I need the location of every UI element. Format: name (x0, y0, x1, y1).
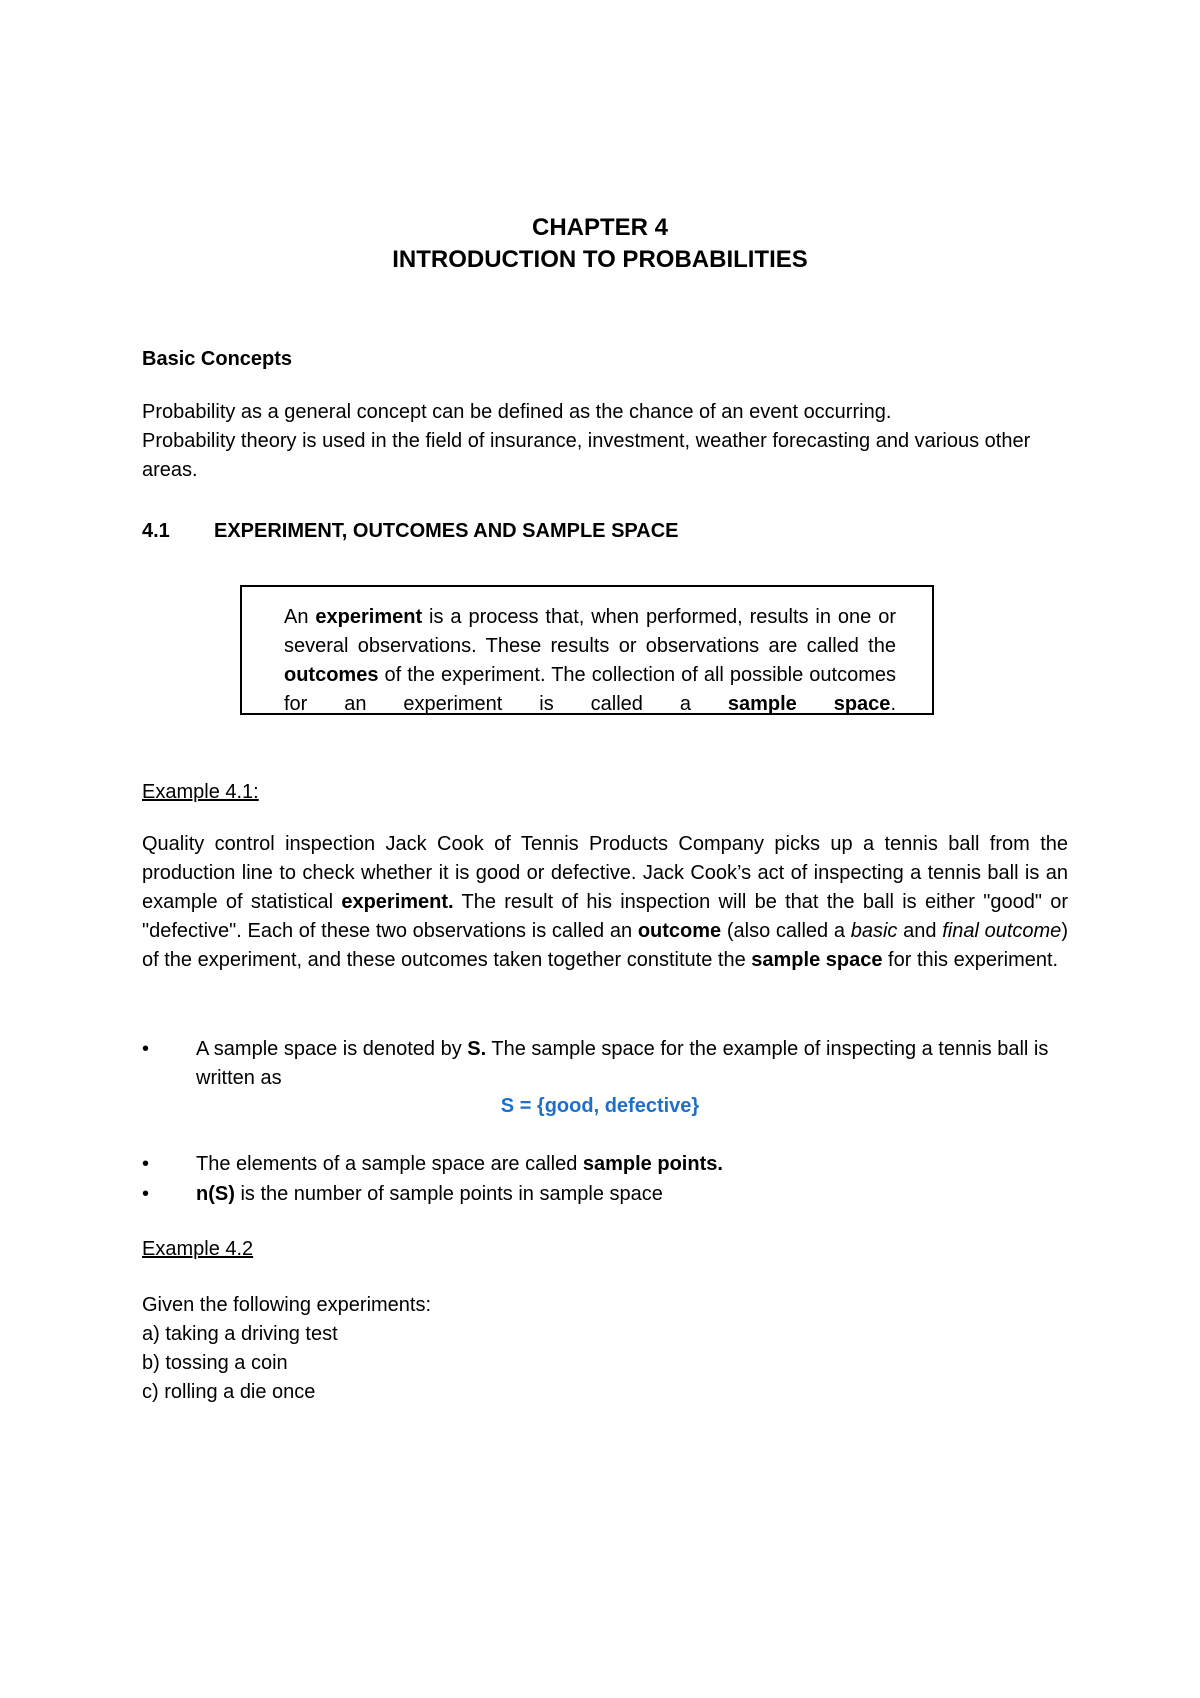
sample-space-set: S = {good, defective} (500, 1095, 700, 1117)
ex1-italic-basic: basic (850, 920, 898, 942)
list-item: c) rolling a die once (142, 1381, 316, 1403)
section-number: 4.1 (142, 520, 170, 542)
intro-line-1: Probability as a general concept can be defined as the chance of an event occurring. (142, 401, 892, 423)
bullet-bold: sample points. (582, 1153, 723, 1175)
def-text: . (890, 693, 896, 715)
ex1-text: ) of the experiment, and these outcomes taken together constitute the (142, 920, 1068, 971)
bullet-item-sample-space (142, 1035, 1068, 1093)
def-text: of the experiment. The collection of all possible outcomes for an experiment is called a (284, 664, 896, 715)
bullet-bold: S. (467, 1038, 487, 1060)
bullet-text (196, 1150, 1068, 1179)
def-text: An (284, 606, 316, 628)
example-4-2-body (142, 1291, 1068, 1407)
ex1-text: Quality control inspection Jack Cook of Tennis Products Company picks up a tennis ball from the production line to check whether it is good or defective. Jack Cook’s act of inspecting a tennis ball is an example of statistical (142, 833, 1068, 913)
ex1-italic-final-outcome: final outcome (942, 920, 1062, 942)
basic-concepts-heading: Basic Concepts (142, 348, 293, 370)
def-term-outcomes: outcomes (284, 664, 379, 686)
bullet-icon: • (142, 1183, 150, 1205)
def-term-sample-space: sample space (727, 693, 891, 715)
example-4-2-label: Example 4.2 (142, 1238, 254, 1260)
list-item: b) tossing a coin (142, 1352, 288, 1374)
bullet-item-sample-points (142, 1150, 1068, 1179)
bullet-text (196, 1180, 1068, 1209)
intro-line-2: Probability theory is used in the field of insurance, investment, weather forecasting and various other areas. (142, 430, 1031, 481)
list-item: a) taking a driving test (142, 1323, 338, 1345)
ex1-text: and (897, 920, 943, 942)
section-4-1-heading (142, 517, 1068, 546)
bullet-item-n-of-s (142, 1180, 1068, 1209)
example-4-1-body (142, 830, 1068, 975)
basic-concepts-text (142, 398, 1068, 485)
bullet-span: is the number of sample points in sample space (234, 1183, 663, 1205)
def-term-experiment: experiment (315, 606, 423, 628)
ex1-term-outcome: outcome (637, 920, 722, 942)
bullet-span: The elements of a sample space are called (196, 1153, 583, 1175)
definition-box (240, 585, 934, 715)
ex1-text: (also called a (721, 920, 851, 942)
bullet-text (196, 1035, 1068, 1093)
example-4-1-label: Example 4.1: (142, 781, 259, 803)
chapter-title: INTRODUCTION TO PROBABILITIES (392, 246, 808, 273)
chapter-title-block (0, 212, 1200, 276)
bullet-span: The sample space for the example of inspecting a tennis ball is written as (196, 1038, 1049, 1089)
ex1-term-experiment: experiment. (341, 891, 454, 913)
def-text: is a process that, when performed, results in one or several observations. These results or observations are called the (284, 606, 896, 657)
bullet-span: A sample space is denoted by (196, 1038, 468, 1060)
chapter-number: CHAPTER 4 (531, 214, 669, 241)
section-title: EXPERIMENT, OUTCOMES AND SAMPLE SPACE (214, 520, 679, 542)
bullet-icon: • (142, 1153, 150, 1175)
ex1-text: for this experiment. (882, 949, 1059, 971)
ex1-term-sample-space: sample space (751, 949, 883, 971)
bullet-icon: • (142, 1038, 150, 1060)
ex2-intro: Given the following experiments: (142, 1294, 432, 1316)
bullet-bold: n(S) (196, 1183, 235, 1205)
ex1-text: The result of his inspection will be that the ball is either "good" or "defective". Each of these two observations is called an (142, 891, 1068, 942)
